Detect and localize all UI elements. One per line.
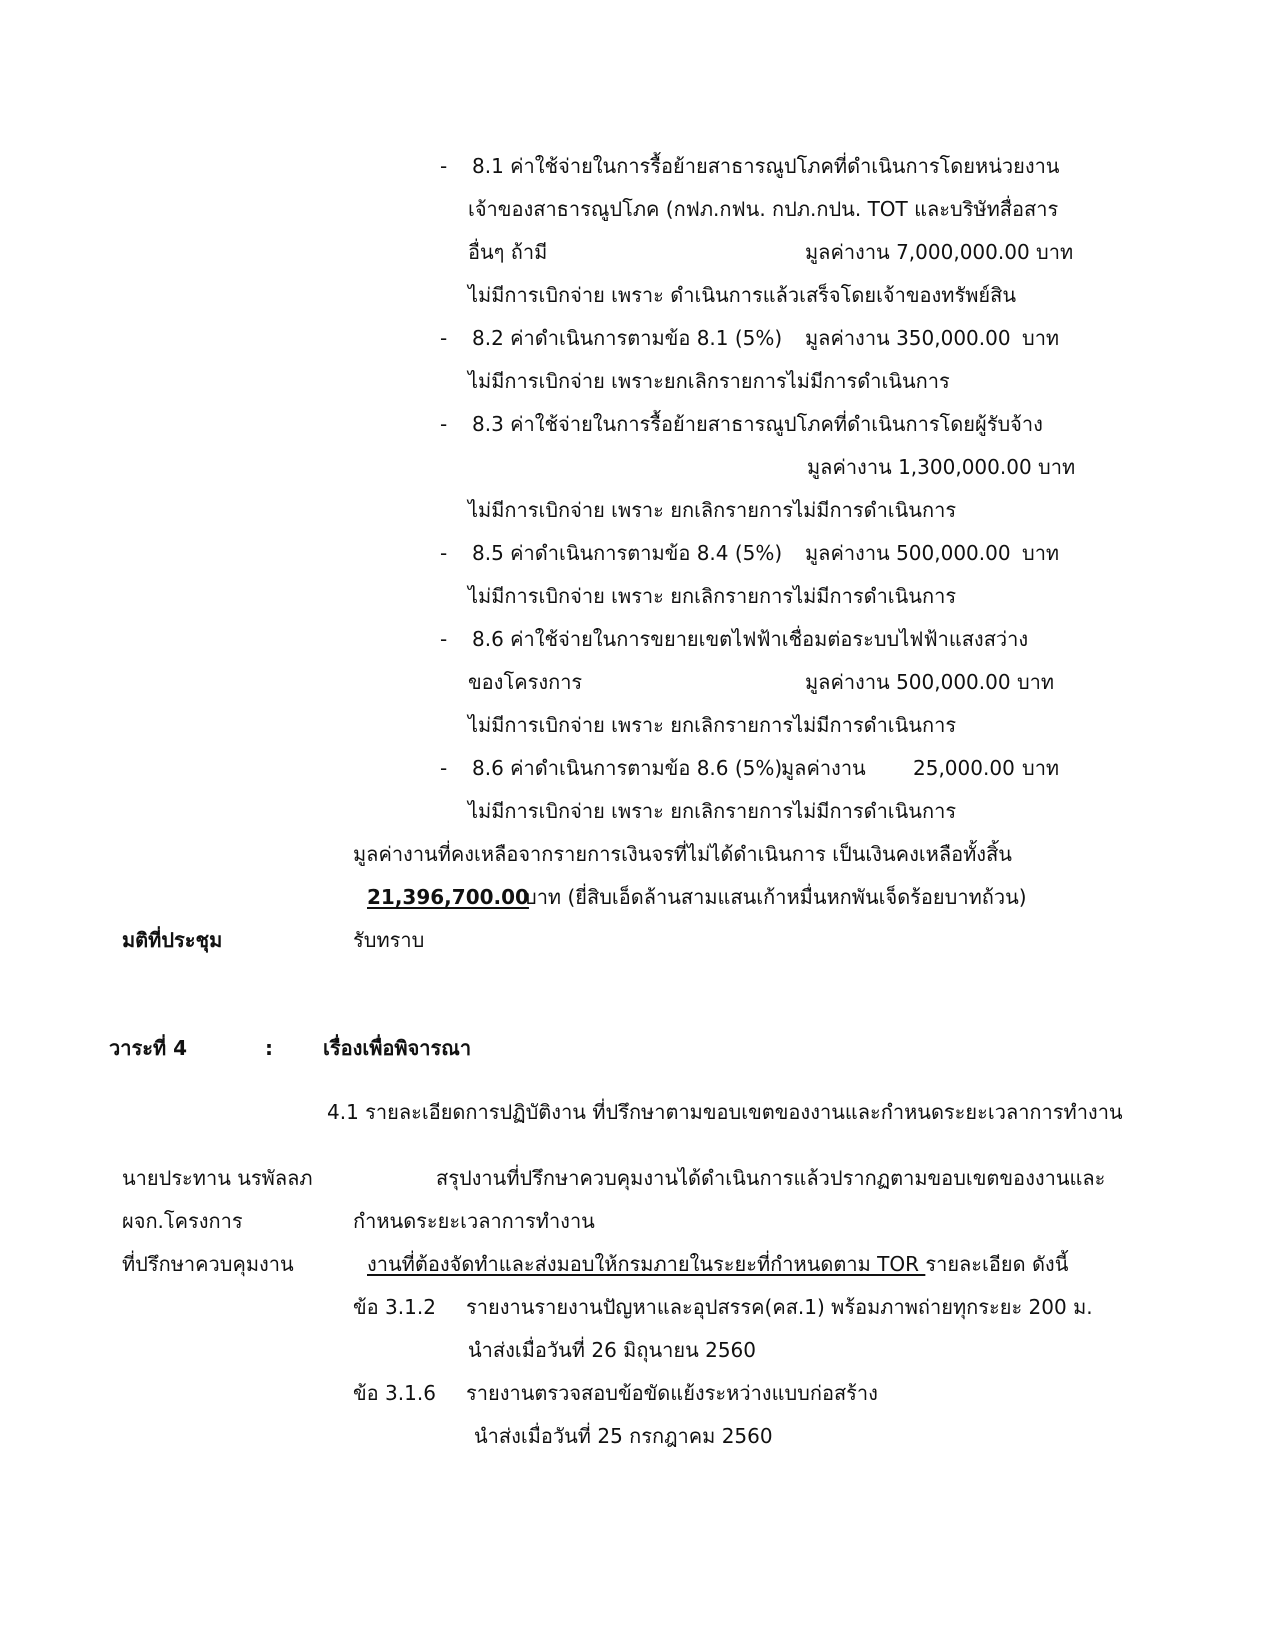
summary-line: มูลค่างานที่คงเหลือจากรายการเงินจรที่ไม่ได้ดำเนินการ เป็นเงินคงเหลือทั้งสิ้น	[353, 842, 1012, 866]
report-heading-line	[367, 1251, 1068, 1277]
item-8-2-note: ไม่มีการเบิกจ่าย เพราะยกเลิกรายการไม่มีการดำเนินการ	[468, 369, 950, 393]
item-8-2-amount: มูลค่างาน 350,000.00	[805, 326, 1011, 350]
agenda-item-4-1: 4.1 รายละเอียดการปฏิบัติงาน ที่ปรึกษาตามขอบเขตของงานและกำหนดระยะเวลาการทำงาน	[327, 1100, 1123, 1124]
bullet-dash: -	[440, 627, 448, 651]
item-8-6-continuation: ของโครงการ	[468, 670, 583, 694]
speaker-organization: ที่ปรึกษาควบคุมงาน	[122, 1252, 294, 1276]
item-8-6-amount: มูลค่างาน 500,000.00 บาท	[805, 670, 1055, 694]
item-8-6-note: ไม่มีการเบิกจ่าย เพราะ ยกเลิกรายการไม่มีการดำเนินการ	[468, 713, 957, 737]
item-8-5-note: ไม่มีการเบิกจ่าย เพราะ ยกเลิกรายการไม่มีการดำเนินการ	[468, 584, 957, 608]
bullet-dash: -	[440, 756, 448, 780]
bullet-dash: -	[440, 412, 448, 436]
item-8-3-amount: มูลค่างาน 1,300,000.00 บาท	[807, 455, 1076, 479]
item-8-1-continuation: เจ้าของสาธารณูปโภค (กฟภ.กฟน. กปภ.กปน. TOT และบริษัทสื่อสาร	[468, 197, 1059, 221]
item-8-5-amount: มูลค่างาน 500,000.00	[805, 541, 1011, 565]
item-8-6-text: 8.6 ค่าใช้จ่ายในการขยายเขตไฟฟ้าเชื่อมต่อระบบไฟฟ้าแสงสว่าง	[472, 627, 1029, 651]
entry-description: รายงานรายงานปัญหาและอุปสรรค(คส.1) พร้อมภาพถ่ายทุกระยะ 200 ม.	[466, 1295, 1093, 1319]
item-8-6b-amount: 25,000.00	[913, 756, 1015, 780]
item-8-6b-amount-label: มูลค่างาน	[781, 756, 866, 780]
item-8-1-amount: มูลค่างาน 7,000,000.00 บาท	[805, 240, 1074, 264]
item-8-5-unit: บาท	[1022, 541, 1060, 565]
item-8-5-text: 8.5 ค่าดำเนินการตามข้อ 8.4 (5%)	[472, 541, 783, 565]
speaker-name: นายประทาน นรพัลลภ	[122, 1166, 313, 1190]
report-paragraph: สรุปงานที่ปรึกษาควบคุมงานได้ดำเนินการแล้วปรากฏตามขอบเขตของงานและ	[436, 1166, 1106, 1190]
report-paragraph-cont: กำหนดระยะเวลาการทำงาน	[353, 1209, 595, 1233]
agenda-colon: :	[265, 1036, 273, 1060]
report-heading-tail: รายละเอียด ดังนี้	[925, 1252, 1069, 1276]
entry-number: ข้อ 3.1.6	[353, 1381, 436, 1405]
item-8-6b-text: 8.6 ค่าดำเนินการตามข้อ 8.6 (5%)	[472, 756, 783, 780]
entry-number: ข้อ 3.1.2	[353, 1295, 436, 1319]
entry-sent-date: นำส่งเมื่อวันที่ 25 กรกฎาคม 2560	[474, 1424, 773, 1448]
speaker-position: ผจก.โครงการ	[122, 1209, 243, 1233]
item-8-3-note: ไม่มีการเบิกจ่าย เพราะ ยกเลิกรายการไม่มีการดำเนินการ	[468, 498, 957, 522]
bullet-dash: -	[440, 541, 448, 565]
agenda-label: วาระที่ 4	[109, 1036, 188, 1060]
summary-total-words: บาท (ยี่สิบเอ็ดล้านสามแสนเก้าหมื่นหกพันเจ็ดร้อยบาทถ้วน)	[524, 885, 1027, 909]
item-8-6b-note: ไม่มีการเบิกจ่าย เพราะ ยกเลิกรายการไม่มีการดำเนินการ	[468, 799, 957, 823]
item-8-2-unit: บาท	[1022, 326, 1060, 350]
summary-total: 21,396,700.00	[367, 885, 529, 909]
item-8-1-note: ไม่มีการเบิกจ่าย เพราะ ดำเนินการแล้วเสร็จโดยเจ้าของทรัพย์สิน	[468, 283, 1017, 307]
report-heading: งานที่ต้องจัดทำและส่งมอบให้กรมภายในระยะที่กำหนดตาม TOR	[367, 1252, 926, 1276]
bullet-dash: -	[440, 154, 448, 178]
item-8-1-continuation-2: อื่นๆ ถ้ามี	[468, 240, 548, 264]
item-8-6b-unit: บาท	[1022, 756, 1060, 780]
entry-sent-date: นำส่งเมื่อวันที่ 26 มิถุนายน 2560	[468, 1338, 756, 1362]
agenda-title: เรื่องเพื่อพิจารณา	[323, 1036, 472, 1060]
item-8-2-text: 8.2 ค่าดำเนินการตามข้อ 8.1 (5%)	[472, 326, 783, 350]
resolution-value: รับทราบ	[353, 928, 425, 952]
resolution-label: มติที่ประชุม	[122, 928, 223, 952]
item-8-3-text: 8.3 ค่าใช้จ่ายในการรื้อย้ายสาธารณูปโภคที่ดำเนินการโดยผู้รับจ้าง	[472, 412, 1043, 436]
entry-description: รายงานตรวจสอบข้อขัดแย้งระหว่างแบบก่อสร้าง	[466, 1381, 878, 1405]
item-8-1-text: 8.1 ค่าใช้จ่ายในการรื้อย้ายสาธารณูปโภคที่ดำเนินการโดยหน่วยงาน	[472, 154, 1060, 178]
bullet-dash: -	[440, 326, 448, 350]
